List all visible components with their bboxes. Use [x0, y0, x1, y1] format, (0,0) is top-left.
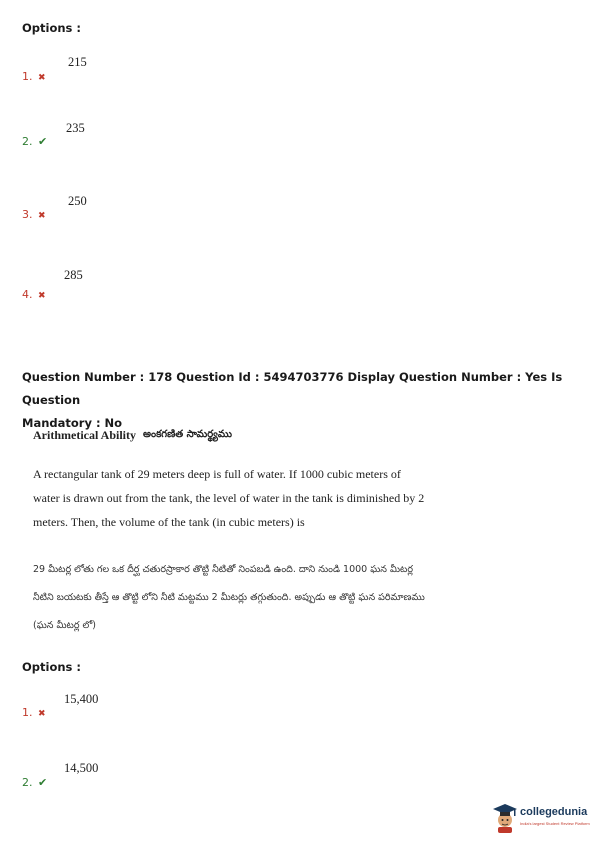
option-2-number: 2. ✔ — [22, 135, 48, 148]
option-4-number: 4. ✖ — [22, 288, 46, 301]
question-meta-line-1: Question Number : 178 Question Id : 5494703776 Display Question Number : Yes Is Question — [22, 370, 563, 407]
option-1-number: 1. ✖ — [22, 70, 46, 83]
option-2-value: 235 — [66, 121, 85, 135]
collegedunia-logo — [492, 800, 588, 836]
options-heading-bottom: Options : — [22, 660, 81, 674]
option-4-value: 285 — [64, 268, 83, 282]
option-b1-value: 15,400 — [64, 692, 99, 706]
option-1-value: 215 — [68, 55, 87, 69]
correct-check-icon: ✔ — [38, 776, 48, 789]
wrong-mark-icon: ✖ — [38, 211, 46, 221]
option-b1-number: 1. ✖ — [22, 706, 46, 719]
options-heading: Options : — [22, 21, 81, 35]
option-3-number: 3. ✖ — [22, 208, 46, 221]
question-text-telugu: 29 మీటర్ల లోతు గల ఒక దీర్ఘ చతురస్రాకార తొట్టి నీటితో నింపబడి ఉంది. దాని నుండి 1000 ఘన మీటర్ల నీటిని బయటకు తీస్తే ఆ తొట్టి లోని నీటి మట్టము 2 మీటర్లు తగ్గుతుంది. అప్పుడు ఆ తొట్టి ఘన పరిమాణము (ఘన మీటర్ల లో) — [33, 564, 425, 631]
graduate-mascot-icon — [492, 802, 518, 834]
option-b2-value: 14,500 — [64, 761, 99, 775]
logo-name: collegedunia — [520, 806, 588, 818]
wrong-mark-icon: ✖ — [38, 73, 46, 83]
wrong-mark-icon: ✖ — [38, 709, 46, 719]
wrong-mark-icon: ✖ — [38, 291, 46, 301]
subject-english: Arithmetical Ability — [33, 428, 136, 442]
logo-tagline: India's largest Student Review Platform — [520, 821, 590, 826]
subject-telugu: అంకగణిత సామర్థ్యము — [143, 429, 232, 440]
question-text-english: A rectangular tank of 29 meters deep is full of water. If 1000 cubic meters of water is drawn out from the tank, the level of water in the tank is diminished by 2 meters. Then, the volume of the tank (in cubic meters) is — [33, 467, 425, 529]
question-meta — [22, 366, 582, 435]
option-b2-number: 2. ✔ — [22, 776, 48, 789]
question-meta-line-2: Mandatory : No — [22, 416, 123, 430]
correct-check-icon: ✔ — [38, 135, 48, 148]
option-3-value: 250 — [68, 194, 87, 208]
